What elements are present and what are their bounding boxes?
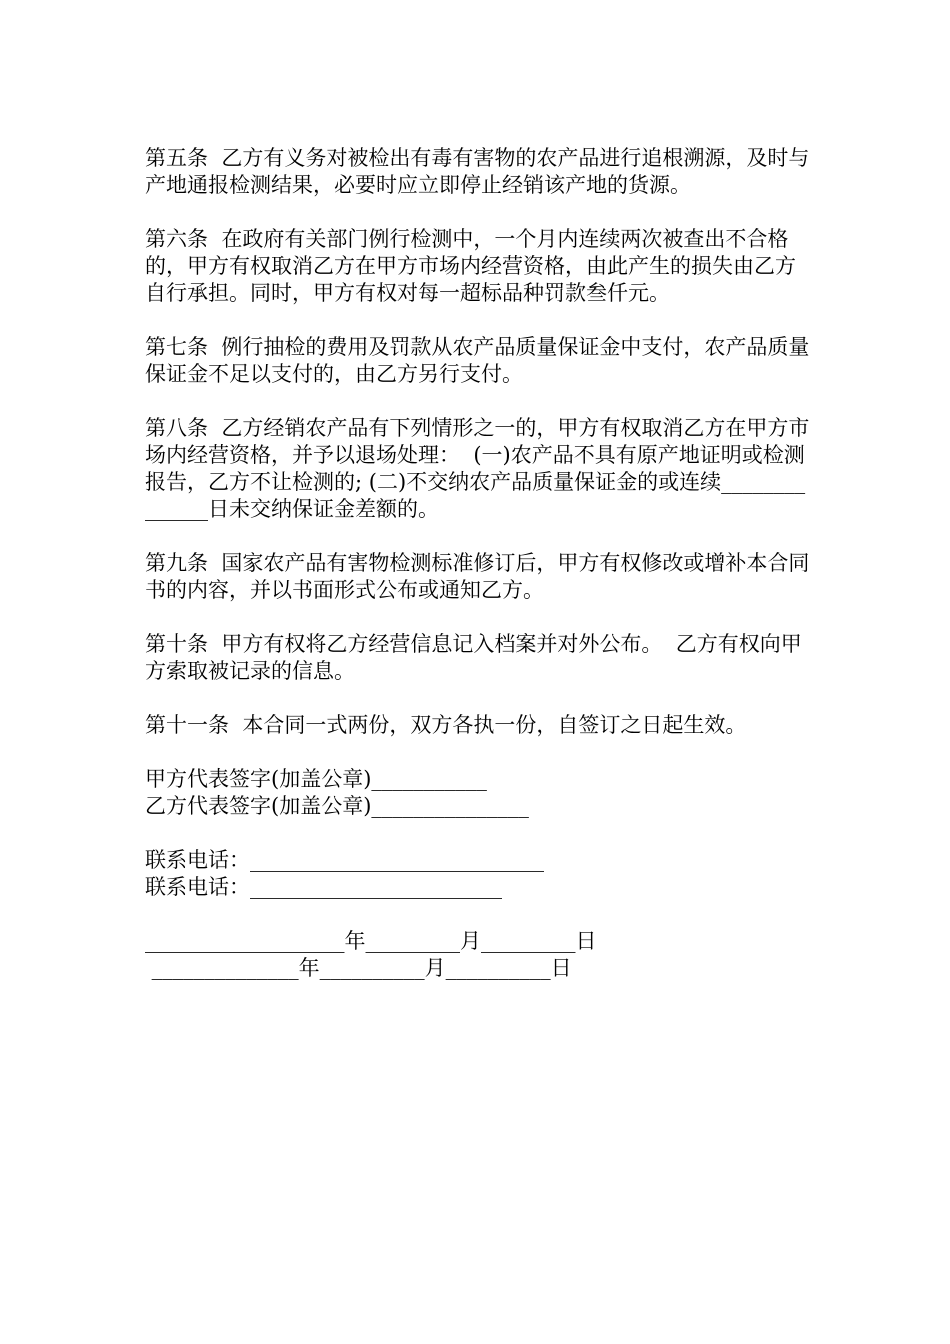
signature-block	[145, 766, 810, 820]
clause-11: 第十一条 本合同一式两份，双方各执一份，自签订之日起生效。	[145, 713, 747, 737]
party-a-signature: 甲方代表签字(加盖公章)___________	[145, 767, 487, 791]
contact-block	[145, 847, 810, 901]
party-a-date: ___________________年_________月_________日	[145, 929, 597, 953]
contract-page	[145, 145, 810, 1009]
party-b-date: ______________年__________月__________日	[145, 956, 572, 980]
date-block	[145, 928, 810, 982]
party-a-phone: 联系电话：____________________________	[145, 848, 544, 872]
clause-9: 第九条 国家农产品有害物检测标准修订后，甲方有权修改或增补本合同书的内容，并以书面形式公布或通知乙方。	[145, 551, 810, 602]
clause-6: 第六条 在政府有关部门例行检测中，一个月内连续两次被查出不合格的，甲方有权取消乙方在甲方市场内经营资格，由此产生的损失由乙方自行承担。同时，甲方有权对每一超标品种罚款叁仟元。	[145, 227, 796, 305]
clause-5: 第五条 乙方有义务对被检出有毒有害物的农产品进行追根溯源，及时与产地通报检测结果，必要时应立即停止经销该产地的货源。	[145, 146, 810, 197]
clause-8: 第八条 乙方经销农产品有下列情形之一的，甲方有权取消乙方在甲方市场内经营资格，并予以退场处理： (一)农产品不具有原产地证明或检测报告，乙方不让检测的; (二)不交纳农产品质量保证金的或连续______________日未交纳保证金差额的。	[145, 416, 810, 521]
clause-7: 第七条 例行抽检的费用及罚款从农产品质量保证金中支付，农产品质量保证金不足以支付的，由乙方另行支付。	[145, 335, 810, 386]
party-b-signature: 乙方代表签字(加盖公章)_______________	[145, 794, 529, 818]
party-b-phone: 联系电话：________________________	[145, 875, 502, 899]
clause-10: 第十条 甲方有权将乙方经营信息记入档案并对外公布。 乙方有权向甲方索取被记录的信息。	[145, 632, 802, 683]
